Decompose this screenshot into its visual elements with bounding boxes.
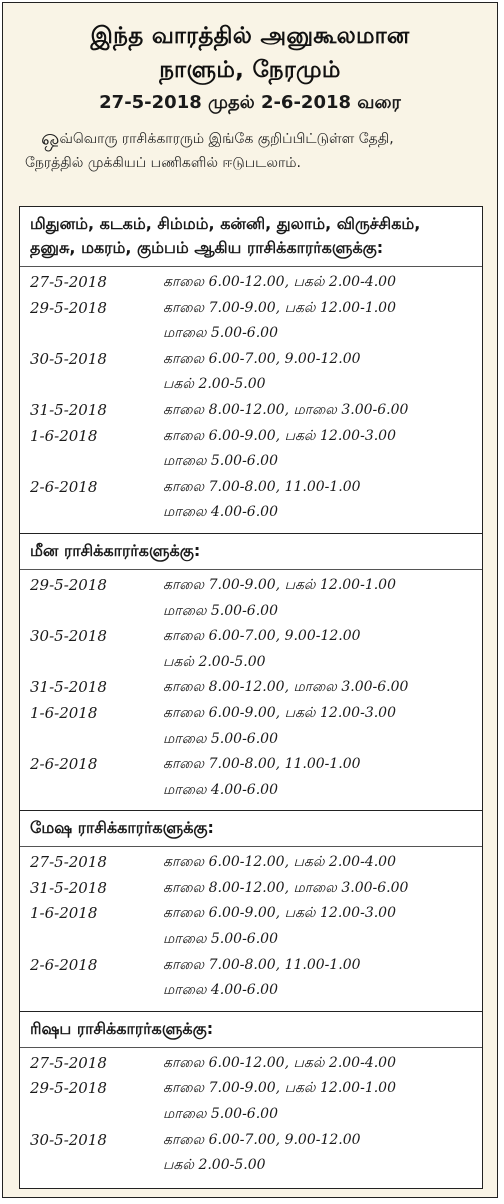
schedule-row	[20, 901, 482, 952]
row-date: 31-5-2018	[30, 400, 107, 419]
section-heading-line: ரிஷப ராசிக்காரர்களுக்கு:	[30, 1018, 214, 1038]
schedule-row	[20, 876, 482, 902]
row-times	[163, 701, 482, 752]
time-slot: பகல் 2.00-5.00	[163, 376, 266, 393]
schedule-row	[20, 573, 482, 624]
schedule-row	[20, 347, 482, 398]
row-date: 1-6-2018	[30, 426, 98, 445]
row-times	[163, 398, 482, 424]
schedule-row	[20, 752, 482, 803]
row-date: 2-6-2018	[30, 755, 98, 774]
row-times	[163, 953, 482, 1004]
section-heading-line: மீன ராசிக்காரர்களுக்கு:	[30, 540, 201, 560]
title-line-2: நாளும், நேரமும்	[159, 57, 341, 83]
schedule-row	[20, 850, 482, 876]
schedule-row	[20, 624, 482, 675]
schedule-row	[20, 1051, 482, 1077]
time-slot: மாலை 5.00-6.00	[163, 1106, 278, 1123]
time-slot: பகல் 2.00-5.00	[163, 653, 266, 670]
row-times	[163, 752, 482, 803]
section-rows	[20, 1048, 482, 1186]
time-slot: மாலை 5.00-6.00	[163, 730, 278, 747]
section-heading	[20, 207, 482, 267]
time-slot: காலை 7.00-9.00, பகல் 12.00-1.00	[163, 1080, 396, 1097]
section-heading-line: தனுசு, மகரம், கும்பம் ஆகிய ராசிக்காரர்களுக்கு:	[30, 238, 384, 257]
intro-initial: ஒ	[41, 126, 60, 151]
schedule-row	[20, 270, 482, 296]
row-date: 30-5-2018	[30, 349, 107, 368]
intro-line-1	[25, 127, 483, 151]
time-slot: காலை 6.00-12.00, பகல் 2.00-4.00	[163, 274, 396, 290]
row-date: 2-6-2018	[30, 477, 98, 496]
date-range: 27-5-2018 முதல் 2-6-2018 வரை	[99, 92, 401, 113]
time-slot: காலை 8.00-12.00, மாலை 3.00-6.00	[163, 679, 409, 696]
article-card	[2, 2, 498, 1198]
row-times	[163, 347, 482, 398]
row-date: 27-5-2018	[30, 1053, 107, 1072]
time-slot: மாலை 4.00-6.00	[163, 982, 278, 999]
schedule-section	[20, 811, 482, 1012]
section-rows	[20, 847, 482, 1011]
time-slot: காலை 6.00-12.00, பகல் 2.00-4.00	[163, 854, 396, 871]
time-slot: காலை 8.00-12.00, மாலை 3.00-6.00	[163, 401, 409, 418]
section-heading	[20, 534, 482, 570]
schedule-row	[20, 398, 482, 424]
intro-line-2: நேரத்தில் முக்கியப் பணிகளில் ஈடுபடலாம்.	[25, 155, 301, 171]
time-slot: மாலை 5.00-6.00	[163, 602, 278, 619]
row-times	[163, 475, 482, 526]
schedule-row	[20, 475, 482, 526]
time-slot: காலை 7.00-9.00, பகல் 12.00-1.00	[163, 299, 396, 316]
row-date: 31-5-2018	[30, 878, 107, 897]
time-slot: காலை 6.00-9.00, பகல் 12.00-3.00	[163, 427, 396, 444]
row-times	[163, 270, 482, 296]
time-slot: காலை 6.00-7.00, 9.00-12.00	[163, 1131, 361, 1148]
time-slot: மாலை 4.00-6.00	[163, 781, 278, 798]
time-slot: காலை 6.00-7.00, 9.00-12.00	[163, 628, 361, 645]
schedule-row	[20, 953, 482, 1004]
time-slot: காலை 6.00-12.00, பகல் 2.00-4.00	[163, 1054, 396, 1071]
schedule-row	[20, 296, 482, 347]
schedule-section	[20, 1012, 482, 1186]
schedule-row	[20, 424, 482, 475]
time-slot: காலை 7.00-8.00, 11.00-1.00	[163, 956, 361, 973]
schedule-row	[20, 701, 482, 752]
row-date: 1-6-2018	[30, 703, 98, 722]
section-heading-line: மிதுனம், கடகம், சிம்மம், கன்னி, துலாம், விருச்சிகம்,	[30, 214, 421, 233]
title-line-1: இந்த வாரத்தில் அனுகூலமான	[90, 23, 410, 49]
time-slot: காலை 8.00-12.00, மாலை 3.00-6.00	[163, 879, 409, 896]
time-slot: மாலை 5.00-6.00	[163, 453, 278, 470]
section-rows	[20, 267, 482, 533]
row-times	[163, 901, 482, 952]
row-date: 29-5-2018	[30, 575, 107, 594]
time-slot: காலை 7.00-8.00, 11.00-1.00	[163, 478, 361, 495]
row-date: 31-5-2018	[30, 678, 107, 697]
section-rows	[20, 570, 482, 810]
row-times	[163, 850, 482, 876]
row-date: 30-5-2018	[30, 627, 107, 646]
intro-line-1-rest: வ்வொரு ராசிக்காரரும் இங்கே குறிப்பிட்டுள்ள தேதி,	[59, 131, 394, 147]
row-date: 2-6-2018	[30, 955, 98, 974]
row-date: 29-5-2018	[30, 298, 107, 317]
time-slot: காலை 6.00-9.00, பகல் 12.00-3.00	[163, 905, 396, 922]
time-slot: காலை 7.00-9.00, பகல் 12.00-1.00	[163, 576, 396, 593]
row-times	[163, 573, 482, 624]
time-slot: மாலை 5.00-6.00	[163, 325, 278, 342]
row-times	[163, 296, 482, 347]
row-date: 30-5-2018	[30, 1130, 107, 1149]
row-times	[163, 624, 482, 675]
header	[3, 3, 497, 117]
time-slot: மாலை 5.00-6.00	[163, 931, 278, 948]
row-date: 27-5-2018	[30, 853, 107, 872]
time-slot: மாலை 4.00-6.00	[163, 504, 278, 521]
row-times	[163, 1076, 482, 1127]
row-date: 29-5-2018	[30, 1079, 107, 1098]
row-times	[163, 1051, 482, 1077]
intro-text	[3, 117, 497, 175]
schedule-section	[20, 534, 482, 811]
row-date: 1-6-2018	[30, 904, 98, 923]
section-heading-line: மேஷ ராசிக்காரர்களுக்கு:	[30, 818, 214, 838]
schedule-row	[20, 1076, 482, 1127]
row-times	[163, 876, 482, 902]
row-times	[163, 424, 482, 475]
schedule-row	[20, 675, 482, 701]
section-heading	[20, 811, 482, 847]
row-times	[163, 675, 482, 701]
time-slot: காலை 6.00-7.00, 9.00-12.00	[163, 350, 361, 367]
row-date: 27-5-2018	[30, 273, 107, 291]
time-slot: காலை 7.00-8.00, 11.00-1.00	[163, 756, 361, 773]
time-slot: பகல் 2.00-5.00	[163, 1157, 266, 1174]
section-heading	[20, 1012, 482, 1048]
schedule-section	[20, 207, 482, 534]
schedule-table	[19, 206, 483, 1189]
schedule-row	[20, 1128, 482, 1179]
row-times	[163, 1128, 482, 1179]
time-slot: காலை 6.00-9.00, பகல் 12.00-3.00	[163, 704, 396, 721]
